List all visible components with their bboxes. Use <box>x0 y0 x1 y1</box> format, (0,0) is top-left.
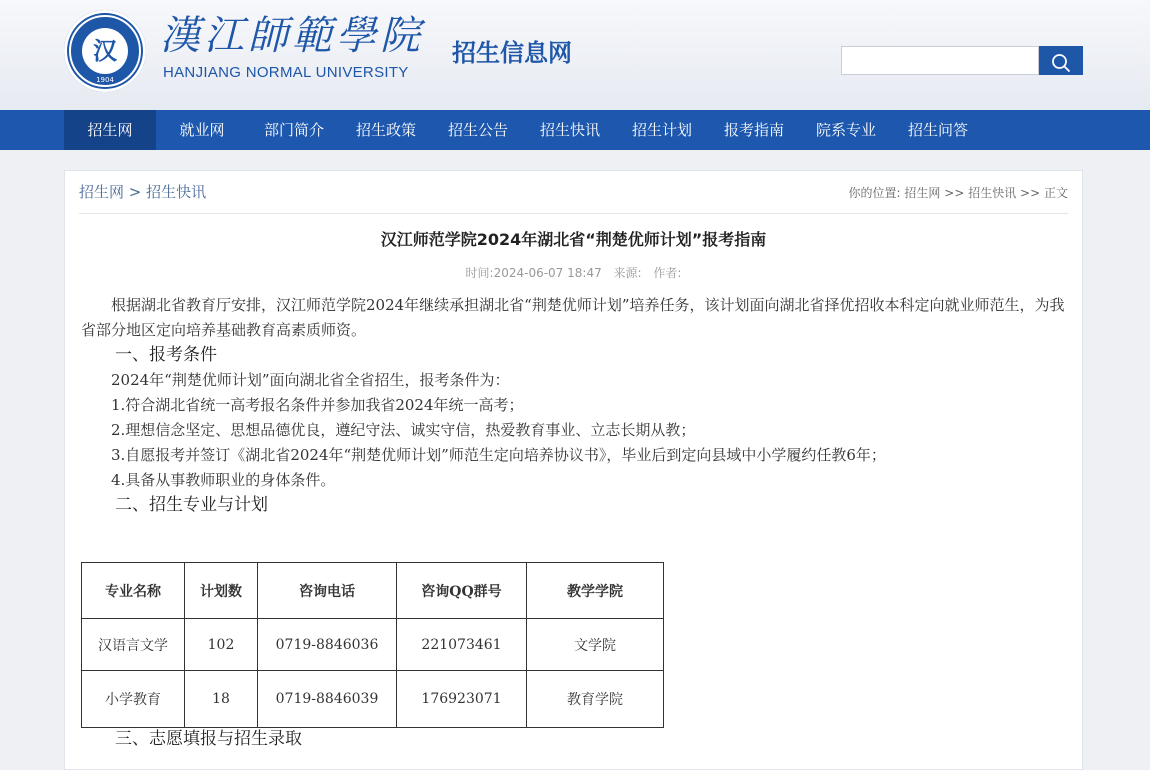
table-row <box>82 671 664 728</box>
nav-item-news[interactable]: 招生快讯 <box>539 121 600 139</box>
search-input[interactable] <box>841 46 1039 75</box>
table-header: 专业名称 <box>82 563 185 619</box>
article-panel <box>64 170 1083 770</box>
breadcrumb-separator: > <box>128 183 142 201</box>
table-cell: 102 <box>185 619 258 671</box>
table-cell: 18 <box>185 671 258 728</box>
breadcrumb-home-link[interactable]: 招生网 <box>79 183 125 201</box>
nav-item-plan[interactable]: 招生计划 <box>631 121 692 139</box>
nav-item-department[interactable]: 部门简介 <box>263 121 324 139</box>
table-cell: 176923071 <box>397 671 527 728</box>
nav-item-majors[interactable]: 院系专业 <box>815 121 876 139</box>
table-cell: 0719-8846039 <box>258 671 397 728</box>
table-header: 计划数 <box>185 563 258 619</box>
breadcrumb <box>79 181 206 202</box>
table-cell: 教育学院 <box>527 671 664 728</box>
site-header <box>0 0 1150 110</box>
location-separator: >> <box>1020 186 1041 200</box>
table-cell: 文学院 <box>527 619 664 671</box>
table-header: 教学学院 <box>527 563 664 619</box>
table-header: 咨询QQ群号 <box>397 563 527 619</box>
location-path <box>849 184 1068 201</box>
article-body <box>81 293 1069 518</box>
emblem-year: 1904 <box>96 76 114 84</box>
search-icon <box>1051 53 1071 73</box>
nav-item-announcements[interactable]: 招生公告 <box>447 121 508 139</box>
location-news-link[interactable]: 招生快讯 <box>968 186 1017 200</box>
requirements-lead: 2024年“荆楚优师计划”面向湖北省全省招生，报考条件为： <box>111 371 510 389</box>
table-header: 咨询电话 <box>258 563 397 619</box>
table-header-row <box>82 563 664 619</box>
article-source: 来源: <box>613 266 642 280</box>
table-cell: 221073461 <box>397 619 527 671</box>
table-cell: 汉语言文学 <box>82 619 185 671</box>
table-cell: 小学教育 <box>82 671 185 728</box>
table-cell: 0719-8846036 <box>258 619 397 671</box>
university-name-en[interactable]: HANJIANG NORMAL UNIVERSITY <box>163 64 409 81</box>
search-button[interactable] <box>1039 46 1083 75</box>
university-emblem-logo[interactable] <box>64 10 146 92</box>
breadcrumb-divider <box>79 213 1068 214</box>
location-label: 你的位置: <box>848 186 901 200</box>
article-intro: 根据湖北省教育厅安排，汉江师范学院2024年继续承担湖北省“荆楚优师计划”培养任务，该计划面向湖北省择优招收本科定向就业师范生，为我省部分地区定向培养基础教育高素质师资。 <box>81 296 1065 339</box>
section-heading-admission: 三、志愿填报与招生录取 <box>115 729 302 749</box>
location-separator: >> <box>944 186 965 200</box>
requirement-item: 1.符合湖北省统一高考报名条件并参加我省2024年统一高考； <box>111 396 524 414</box>
nav-item-employment[interactable]: 就业网 <box>179 121 225 139</box>
requirement-item: 3.自愿报考并签订《湖北省2024年“荆楚优师计划”师范生定向培养协议书》，毕业后到定向县域中小学履约任教6年； <box>111 446 886 464</box>
article-title: 汉江师范学院2024年湖北省“荆楚优师计划”报考指南 <box>380 230 767 249</box>
nav-item-policy[interactable]: 招生政策 <box>355 121 416 139</box>
table-row <box>82 619 664 671</box>
section-heading-requirements: 一、报考条件 <box>115 345 217 365</box>
article-meta <box>65 264 1082 281</box>
requirement-item: 4.具备从事教师职业的身体条件。 <box>111 471 336 489</box>
section-heading-plan: 二、招生专业与计划 <box>115 495 268 515</box>
enrollment-plan-table <box>81 562 664 728</box>
location-current: 正文 <box>1043 186 1068 200</box>
emblem-monogram: 汉 <box>82 28 128 74</box>
requirement-item: 2.理想信念坚定、思想品德优良，遵纪守法、诚实守信，热爱教育事业、立志长期从教； <box>111 421 696 439</box>
article-author: 作者: <box>653 266 682 280</box>
university-name-cn[interactable]: 漢江師範學院 <box>160 13 424 59</box>
nav-item-admissions[interactable]: 招生网 <box>64 110 156 150</box>
article-time: 时间:2024-06-07 18:47 <box>465 266 602 280</box>
nav-item-faq[interactable]: 招生问答 <box>907 121 968 139</box>
location-home-link[interactable]: 招生网 <box>904 186 941 200</box>
nav-item-guide[interactable]: 报考指南 <box>723 121 784 139</box>
site-title[interactable]: 招生信息网 <box>452 39 572 67</box>
main-nav <box>0 110 1150 150</box>
breadcrumb-news-link[interactable]: 招生快讯 <box>146 183 207 201</box>
